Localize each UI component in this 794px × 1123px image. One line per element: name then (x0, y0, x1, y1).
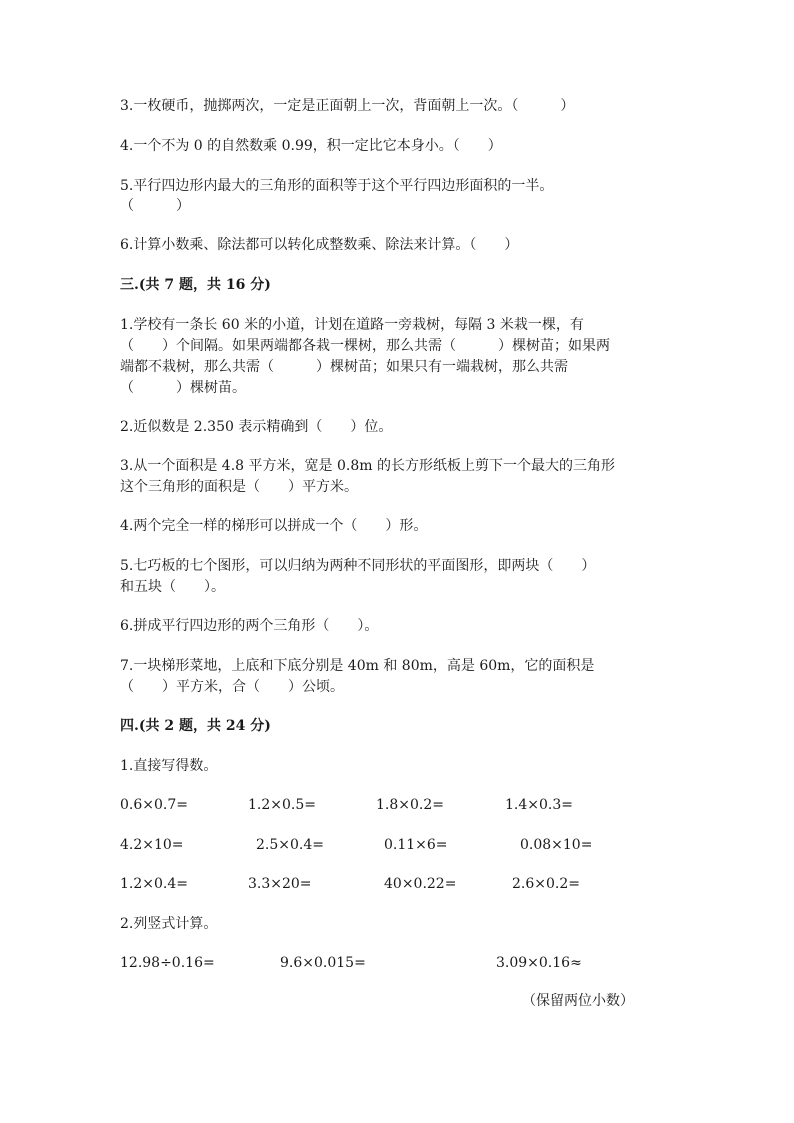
calc-cell: 1.8×0.2= (376, 797, 444, 813)
judgement-q3: 3.一枚硬币，抛掷两次，一定是正面朝上一次，背面朝上一次。（ ） (120, 98, 575, 114)
fill-q1-line4: （ ）棵树苗。 (120, 380, 246, 396)
calc-cell: 0.6×0.7= (120, 797, 188, 813)
calc-cell: 0.08×10= (520, 837, 593, 853)
fill-q7-line1: 7.一块梯形菜地，上底和下底分别是 40m 和 80m，高是 60m，它的面积是 (120, 658, 595, 674)
fill-q1-line2: （ ）个间隔。如果两端都各栽一棵树，那么共需（ ）棵树苗；如果两 (120, 338, 610, 354)
calc-q2-title: 2.列竖式计算。 (120, 916, 218, 932)
fill-q3-line1: 3.从一个面积是 4.8 平方米，宽是 0.8m 的长方形纸板上剪下一个最大的三角形 (120, 458, 615, 474)
calc-cell: 40×0.22= (384, 876, 457, 892)
calc-cell: 2.5×0.4= (256, 837, 324, 853)
fill-q2: 2.近似数是 2.350 表示精确到（ ）位。 (120, 419, 393, 435)
rounding-note: （保留两位小数） (522, 993, 634, 1009)
judgement-q6: 6.计算小数乘、除法都可以转化成整数乘、除法来计算。（ ） (120, 237, 519, 253)
calc-cell: 3.09×0.16≈ (496, 955, 582, 971)
judgement-q5-line1: 5.平行四边形内最大的三角形的面积等于这个平行四边形面积的一半。 (120, 178, 554, 194)
calc-cell: 12.98÷0.16= (120, 955, 215, 971)
fill-q7-line2: （ ）平方米，合（ ）公顷。 (120, 679, 344, 695)
calc-cell: 1.4×0.3= (505, 797, 573, 813)
judgement-q5-line2: （ ） (120, 198, 190, 214)
calc-cell: 2.6×0.2= (512, 876, 580, 892)
calc-cell: 3.3×20= (248, 876, 312, 892)
calc-cell: 9.6×0.015= (280, 955, 366, 971)
calc-q1-title: 1.直接写得数。 (120, 758, 218, 774)
fill-q4: 4.两个完全一样的梯形可以拼成一个（ ）形。 (120, 518, 428, 534)
fill-q3-line2: 这个三角形的面积是（ ）平方米。 (120, 479, 358, 495)
calc-cell: 1.2×0.4= (120, 876, 188, 892)
fill-q1-line1: 1.学校有一条长 60 米的小道，计划在道路一旁栽树，每隔 3 米栽一棵，有 (120, 317, 584, 333)
judgement-q4: 4.一个不为 0 的自然数乘 0.99，积一定比它本身小。（ ） (120, 138, 502, 154)
calc-cell: 0.11×6= (384, 837, 448, 853)
section3-heading: 三.(共 7 题，共 16 分) (120, 277, 271, 293)
fill-q1-line3: 端都不栽树，那么共需（ ）棵树苗；如果只有一端栽树，那么共需 (120, 359, 568, 375)
calc-cell: 4.2×10= (120, 837, 184, 853)
fill-q6: 6.拼成平行四边形的两个三角形（ ）。 (120, 618, 379, 634)
section4-heading: 四.(共 2 题，共 24 分) (120, 718, 271, 734)
calc-cell: 1.2×0.5= (248, 797, 316, 813)
fill-q5-line2: 和五块（ ）。 (120, 579, 225, 595)
fill-q5-line1: 5.七巧板的七个图形，可以归纳为两种不同形状的平面图形，即两块（ ） (120, 558, 596, 574)
